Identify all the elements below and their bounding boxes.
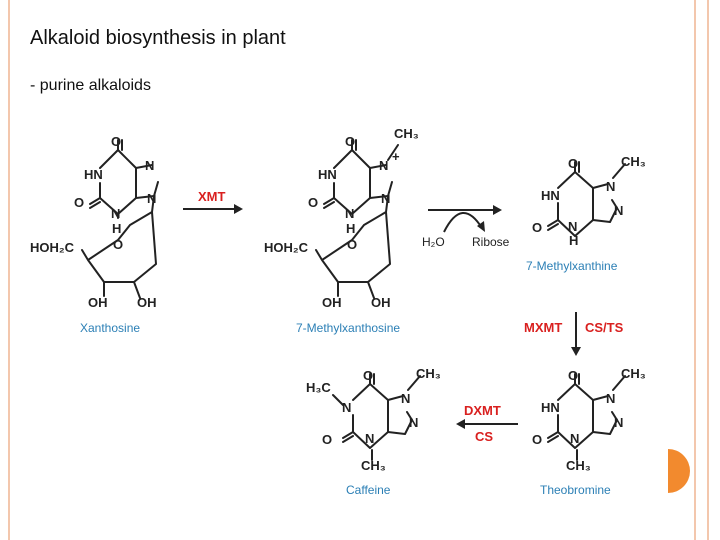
theobromine-ch3-bottom: CH₃ <box>566 458 591 473</box>
xanthosine-ring-o: O <box>113 237 124 252</box>
xanthosine-hoh2c: HOH₂C <box>30 240 75 255</box>
xanthosine-n9: N <box>147 191 157 206</box>
xanthosine-n7: N <box>145 158 155 173</box>
theobromine-ch3-top: CH₃ <box>621 366 646 381</box>
xanthosine-oh-2: OH <box>137 295 157 310</box>
methylxanthine-n3: N <box>568 219 578 234</box>
caffeine-ch3-bottom: CH₃ <box>361 458 386 473</box>
theobromine-hn: HN <box>541 400 560 415</box>
dxmt-arrow-head <box>456 419 465 429</box>
caffeine-o-top: O <box>363 368 374 383</box>
theobromine-n3: N <box>570 431 580 446</box>
compound-name-methylxanthine: 7-Methylxanthine <box>526 259 618 273</box>
methylxanthine-hn: HN <box>541 188 560 203</box>
theobromine-n9: N <box>614 415 624 430</box>
caffeine-n1: N <box>342 400 352 415</box>
label-ribose: Ribose <box>472 235 510 249</box>
caffeine-n3: N <box>365 431 375 446</box>
methylxanthine-h: H <box>569 233 579 248</box>
methylxanthosine-n-plus: + <box>392 149 400 164</box>
theobromine-n7: N <box>606 391 616 406</box>
xanthosine-oh-1: OH <box>88 295 108 310</box>
methylxanthosine-ch3: CH₃ <box>394 126 419 141</box>
methylxanthine-structure <box>526 154 646 273</box>
xanthosine-o-top: O <box>111 134 122 149</box>
compound-name-methylxanthosine: 7-Methylxanthosine <box>296 321 401 335</box>
methylxanthine-n7: N <box>606 179 616 194</box>
caffeine-structure <box>306 366 441 497</box>
xanthosine-structure <box>30 134 158 335</box>
methylxanthosine-oh-2: OH <box>371 295 391 310</box>
methylxanthosine-h: H <box>346 221 356 236</box>
compound-name-xanthosine: Xanthosine <box>80 321 141 335</box>
dxmt-step <box>456 403 518 444</box>
xanthosine-o-left: O <box>74 195 85 210</box>
methylxanthosine-o-left: O <box>308 195 319 210</box>
xmt-step <box>183 189 243 214</box>
enzyme-cs-ts: CS/TS <box>585 320 624 335</box>
theobromine-structure <box>532 366 646 497</box>
xanthosine-h: H <box>112 221 122 236</box>
mxmt-arrow-head <box>571 347 581 356</box>
methylxanthine-n9: N <box>614 203 624 218</box>
slide-subtitle: - purine alkaloids <box>30 77 151 94</box>
methylxanthosine-hoh2c: HOH₂C <box>264 240 309 255</box>
enzyme-cs: CS <box>475 429 494 444</box>
compound-name-caffeine: Caffeine <box>346 483 391 497</box>
caffeine-n9: N <box>409 415 419 430</box>
theobromine-o-top: O <box>568 368 579 383</box>
xmt-arrow-head <box>234 204 243 214</box>
xanthosine-n3: N <box>111 206 121 221</box>
hydrolysis-arrow-head <box>493 205 502 215</box>
hydrolysis-curved-arrow <box>444 213 482 232</box>
caffeine-ch3-top: CH₃ <box>416 366 441 381</box>
slide-title: Alkaloid biosynthesis in plant <box>30 27 286 49</box>
theobromine-o-left: O <box>532 432 543 447</box>
methylxanthine-o-top: O <box>568 156 579 171</box>
methylxanthosine-n7: N <box>379 158 389 173</box>
enzyme-mxmt: MXMT <box>524 320 563 335</box>
compound-name-theobromine: Theobromine <box>540 483 611 497</box>
methylxanthosine-ring-o: O <box>347 237 358 252</box>
xanthosine-hn: HN <box>84 167 103 182</box>
enzyme-xmt: XMT <box>198 189 226 204</box>
hydrolysis-step <box>422 205 510 249</box>
methylxanthine-ch3: CH₃ <box>621 154 646 169</box>
methylxanthosine-n3: N <box>345 206 355 221</box>
methylxanthosine-o-top: O <box>345 134 356 149</box>
methylxanthosine-hn: HN <box>318 167 337 182</box>
enzyme-dxmt: DXMT <box>464 403 501 418</box>
methylxanthine-o-left: O <box>532 220 543 235</box>
caffeine-h3c: H₃C <box>306 380 331 395</box>
label-water: H₂O <box>422 235 445 249</box>
caffeine-o-left: O <box>322 432 333 447</box>
mxmt-step <box>524 312 624 356</box>
methylxanthosine-structure <box>264 126 419 335</box>
methylxanthosine-n9: N <box>381 191 391 206</box>
caffeine-n7: N <box>401 391 411 406</box>
methylxanthosine-oh-1: OH <box>322 295 342 310</box>
